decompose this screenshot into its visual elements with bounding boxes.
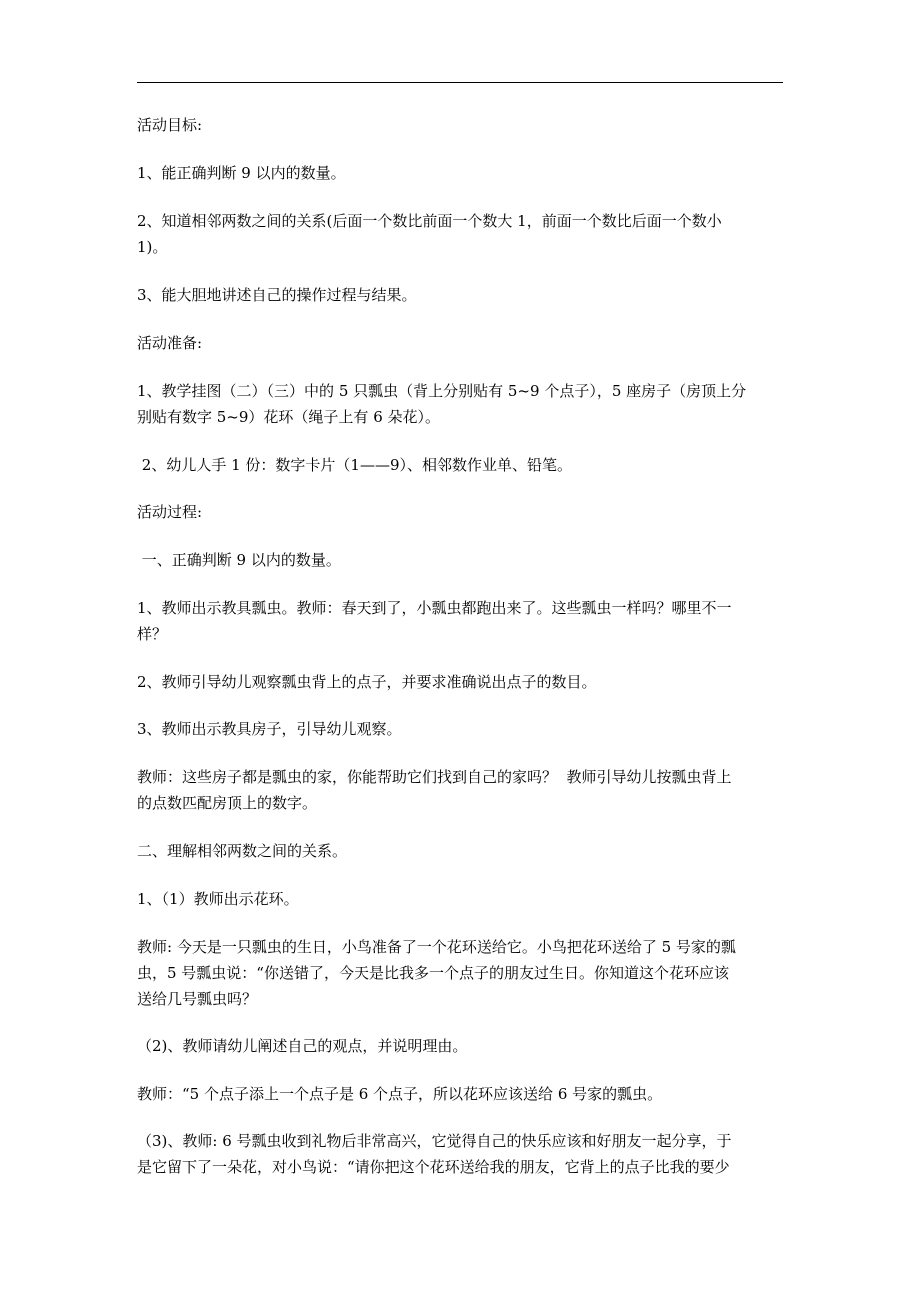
- process-step-2-3: （3)、教师: 6 号瓢虫收到礼物后非常高兴，它觉得自己的快乐应该和好朋友一起分享，于 是它留下了一朵花，对小鸟说：“请你把这个花环送给我的朋友，它背上的点子比我的要少: [137, 1132, 732, 1176]
- process-step-3: 3、教师出示教具房子，引导幼儿观察。: [137, 720, 402, 738]
- heading-activity-process: 活动过程:: [137, 503, 203, 521]
- process-step-2: 2、教师引导幼儿观察瓢虫背上的点子，并要求准确说出点子的数目。: [137, 673, 597, 691]
- goal-item-3: 3、能大胆地讲述自己的操作过程与结果。: [137, 286, 417, 304]
- goal-item-1: 1、能正确判断 9 以内的数量。: [137, 164, 346, 182]
- process-step-2-2: （2)、教师请幼儿阐述自己的观点，并说明理由。: [137, 1037, 468, 1055]
- teacher-dialogue-houses: 教师：这些房子都是瓢虫的家，你能帮助它们找到自己的家吗？ 教师引导幼儿按瓢虫背上 的点数匹配房顶上的数字。: [137, 768, 732, 812]
- teacher-dialogue-answer: 教师：“5 个点子添上一个点子是 6 个点子，所以花环应该送给 6 号家的瓢虫。: [137, 1085, 663, 1103]
- teacher-dialogue-wreath: 教师: 今天是一只瓢虫的生日，小鸟准备了一个花环送给它。小鸟把花环送给了 5 号家的瓢 虫，5 号瓢虫说：“你送错了，今天是比我多一个点子的朋友过生日。你知道这个花环应该 送给几号瓢虫吗？: [137, 938, 736, 1008]
- process-section-1-heading: 一、正确判断 9 以内的数量。: [137, 551, 341, 569]
- header-rule: [137, 82, 783, 83]
- heading-activity-goals: 活动目标:: [137, 116, 203, 134]
- preparation-item-2: 2、幼儿人手 1 份：数字卡片（1——9）、相邻数作业单、铅笔。: [137, 456, 572, 474]
- goal-item-2: 2、知道相邻两数之间的关系(后面一个数比前面一个数大 1，前面一个数比后面一个数小 1)。: [137, 212, 722, 256]
- preparation-item-1: 1、教学挂图（二）（三）中的 5 只瓢虫（背上分别贴有 5~9 个点子），5 座房子（房顶上分 别贴有数字 5~9）花环（绳子上有 6 朵花）。: [137, 382, 747, 426]
- heading-activity-preparation: 活动准备:: [137, 334, 203, 352]
- process-step-1: 1、教师出示教具瓢虫。教师：春天到了，小瓢虫都跑出来了。这些瓢虫一样吗？哪里不一 样？: [137, 599, 732, 643]
- process-section-2-heading: 二、理解相邻两数之间的关系。: [137, 842, 348, 860]
- process-step-2-1: 1、（1）教师出示花环。: [137, 890, 299, 908]
